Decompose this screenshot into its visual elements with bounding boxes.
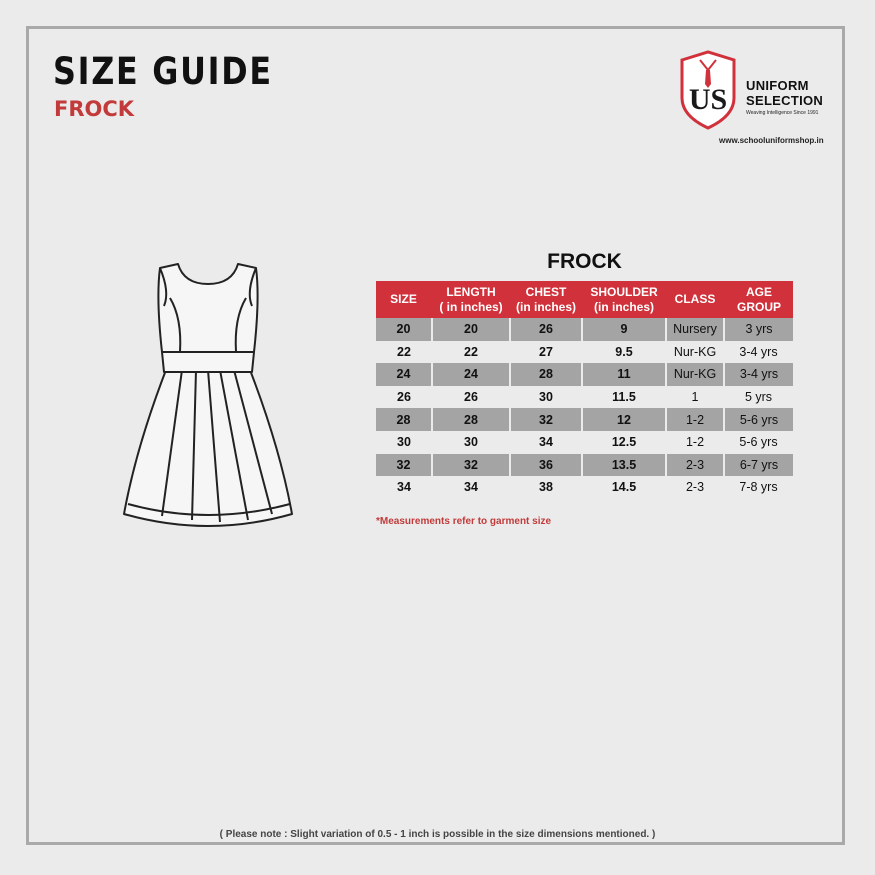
size-chart-table bbox=[376, 281, 793, 499]
column-header-size: SIZE bbox=[376, 281, 432, 318]
table-title: FROCK bbox=[547, 250, 622, 273]
table-row: 22 22 27 9.5 Nur-KG 3-4 yrs bbox=[397, 344, 778, 359]
brand-website: www.schooluniformshop.in bbox=[719, 136, 824, 145]
brand-name: UNIFORM SELECTION bbox=[746, 78, 824, 108]
frock-outline-icon bbox=[120, 258, 296, 542]
column-header-class: CLASS bbox=[666, 281, 724, 318]
column-header-chest: CHEST (in inches) bbox=[510, 281, 582, 318]
table-row: 26 26 30 11.5 1 5 yrs bbox=[397, 390, 773, 405]
brand-logo bbox=[676, 50, 836, 150]
measurement-note: *Measurements refer to garment size bbox=[376, 516, 552, 527]
footer-note: ( Please note : Slight variation of 0.5 - 1 inch is possible in the size dimensions mentioned. ) bbox=[219, 829, 656, 840]
column-header-length: LENGTH ( in inches) bbox=[432, 281, 510, 318]
brand-monogram: US bbox=[688, 83, 728, 116]
table-row: 28 28 32 12 1-2 5-6 yrs bbox=[376, 408, 793, 431]
table-header-row bbox=[376, 281, 793, 318]
page-subtitle: FROCK bbox=[54, 97, 135, 121]
brand-tagline: Weaving Intelligence Since 1991 bbox=[746, 110, 819, 116]
table-row: 20 20 26 9 Nursery 3 yrs bbox=[376, 318, 793, 341]
table-row: 34 34 38 14.5 2-3 7-8 yrs bbox=[397, 480, 778, 495]
column-header-age-group: AGE GROUP bbox=[724, 281, 793, 318]
table-row: 30 30 34 12.5 1-2 5-6 yrs bbox=[397, 435, 778, 450]
shield-logo-icon bbox=[676, 50, 740, 130]
column-header-shoulder: SHOULDER (in inches) bbox=[582, 281, 666, 318]
table-row: 24 24 28 11 Nur-KG 3-4 yrs bbox=[376, 363, 793, 386]
table-row: 32 32 36 13.5 2-3 6-7 yrs bbox=[376, 454, 793, 477]
page-title: SIZE GUIDE bbox=[53, 50, 273, 93]
